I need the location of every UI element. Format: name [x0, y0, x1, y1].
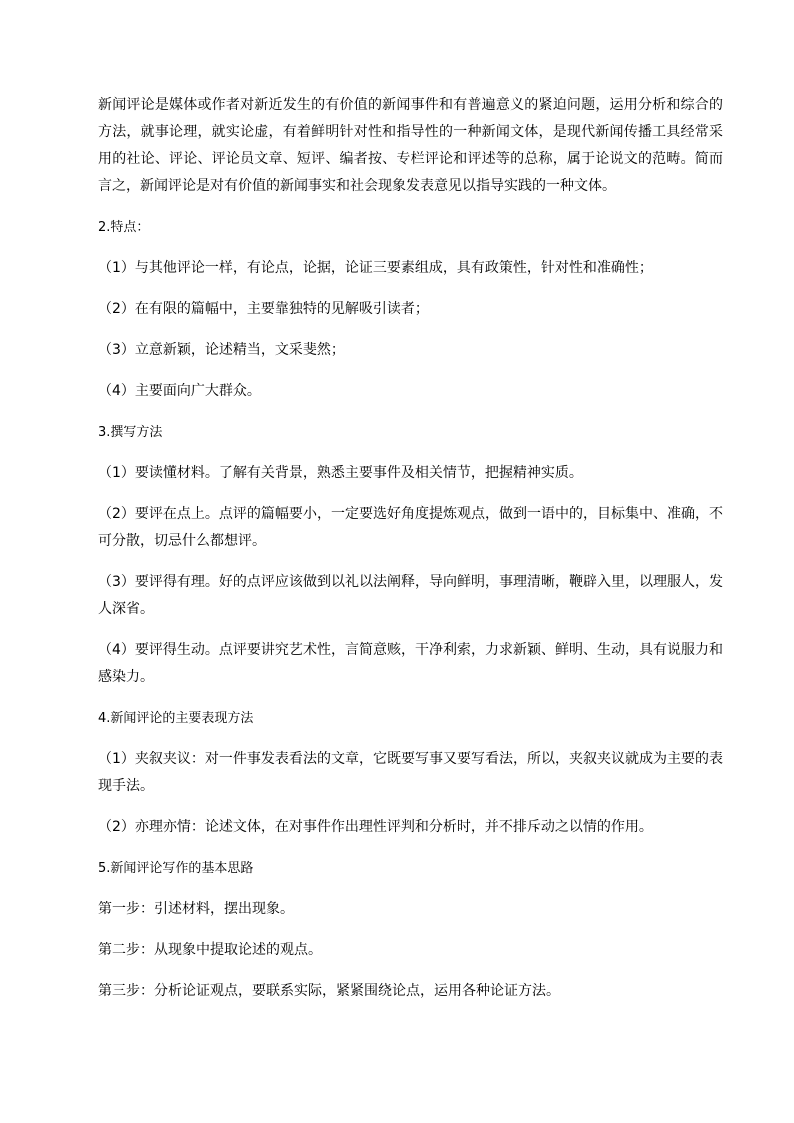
document-body [98, 92, 723, 1005]
approach-step: 第一步：引述材料，摆出现象。 [98, 901, 294, 917]
intro-paragraph: 新闻评论是媒体或作者对新近发生的有价值的新闻事件和有普遍意义的紧迫问题，运用分析和综合的方法，就事论理，就实论虚，有着鲜明针对性和指导性的一种新闻文体，是现代新闻传播工具经常采用的社论、评论、评论员文章、短评、编者按、专栏评论和评述等的总称，属于论说文的范畴。简而言之，新闻评论是对有价值的新闻事实和社会现象发表意见以指导实践的一种文体。 [98, 97, 723, 194]
approach-step: 第三步：分析论证观点，要联系实际，紧紧围绕论点，运用各种论证方法。 [98, 983, 560, 999]
expression-item: （1）夹叙夹议：对一件事发表看法的文章，它既要写事又要写看法，所以，夹叙夹议就成为主要的表现手法。 [98, 751, 723, 794]
feature-item: （3）立意新颖，论述精当，文采斐然； [98, 342, 345, 358]
section-heading-expression-methods: 4.新闻评论的主要表现方法 [98, 711, 254, 726]
feature-item: （2）在有限的篇幅中，主要靠独特的见解吸引读者； [98, 301, 429, 317]
method-item: （1）要读懂材料。了解有关背景，熟悉主要事件及相关情节，把握精神实质。 [98, 465, 583, 481]
section-heading-features: 2.特点： [98, 220, 150, 235]
method-item: （2）要评在点上。点评的篇幅要小，一定要选好角度提炼观点，做到一语中的，目标集中、准确，不可分散，切忌什么都想评。 [98, 506, 723, 549]
section-heading-basic-approach: 5.新闻评论写作的基本思路 [98, 861, 254, 876]
section-heading-writing-methods: 3.撰写方法 [98, 425, 163, 440]
feature-item: （4）主要面向广大群众。 [98, 383, 261, 399]
approach-step: 第二步：从现象中提取论述的观点。 [98, 942, 322, 958]
method-item: （3）要评得有理。好的点评应该做到以礼以法阐释，导向鲜明，事理清晰，鞭辟入里，以理服人，发人深省。 [98, 574, 723, 617]
feature-item: （1）与其他评论一样，有论点，论据，论证三要素组成，具有政策性，针对性和准确性； [98, 260, 653, 276]
expression-item: （2）亦理亦情：论述文体，在对事件作出理性评判和分析时，并不排斥动之以情的作用。 [98, 819, 653, 835]
method-item: （4）要评得生动。点评要讲究艺术性，言简意赅，干净利索，力求新颖、鲜明、生动，具有说服力和感染力。 [98, 642, 723, 685]
